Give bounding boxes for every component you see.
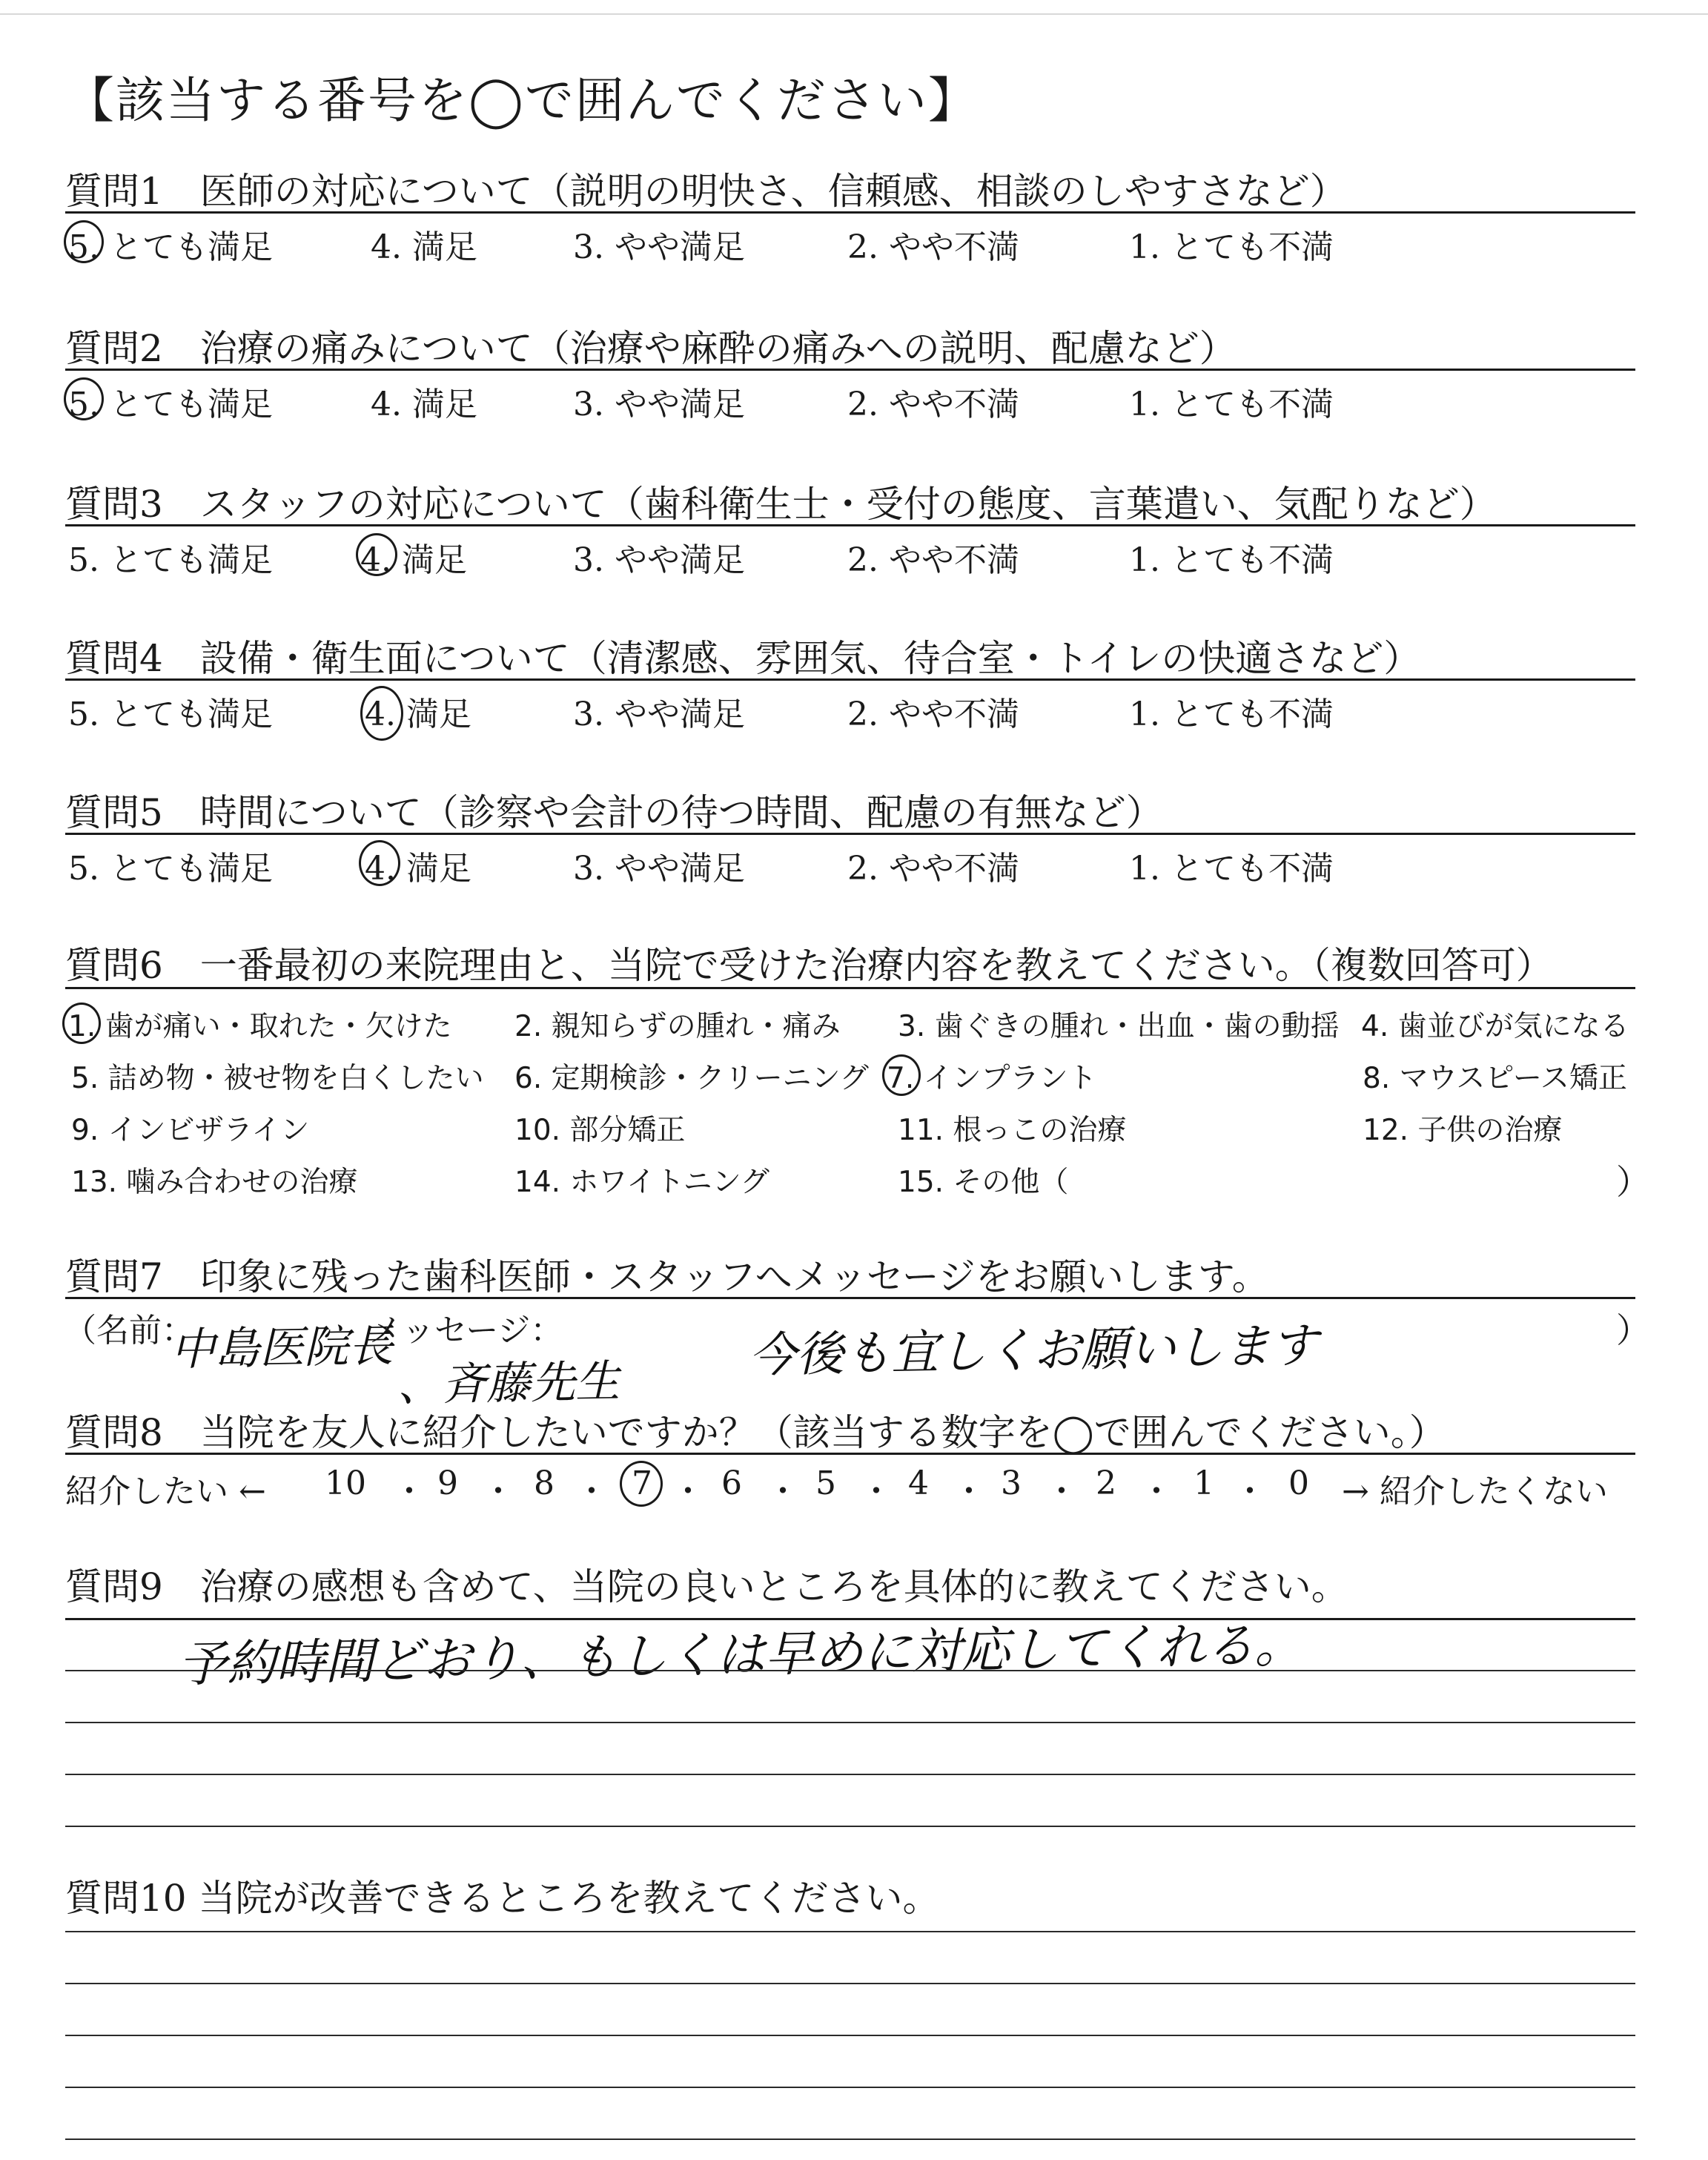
q9-title: 質問9 治療の感想も含めて、当院の良いところを具体的に教えてください。 xyxy=(65,1565,1348,1608)
q6-option-2[interactable]: 2. 親知らずの腫れ・痛み xyxy=(514,1010,841,1043)
q6-option-10[interactable]: 10. 部分矯正 xyxy=(514,1114,686,1147)
q8-sep: ・ xyxy=(1045,1473,1078,1510)
q8-sep: ・ xyxy=(860,1473,893,1510)
q3-option-5[interactable]: 5. とても満足 xyxy=(68,541,273,579)
q8-sep: ・ xyxy=(393,1473,426,1510)
q2-option-3[interactable]: 3. やや満足 xyxy=(573,386,745,423)
q5-selection-circle xyxy=(359,840,400,886)
q8-sep: ・ xyxy=(953,1473,985,1510)
q3-selection-circle xyxy=(356,533,397,576)
q6-option-4[interactable]: 4. 歯並びが気になる xyxy=(1361,1010,1629,1043)
q9-answer-line xyxy=(65,1670,1635,1671)
q8-num-10[interactable]: 10 xyxy=(325,1464,366,1502)
q2-title: 質問2 治療の痛みについて（治療や麻酔の痛みへの説明、配慮など） xyxy=(65,327,1237,370)
q8-sep: ・ xyxy=(482,1473,514,1510)
q4-option-4[interactable]: 4. 満足 xyxy=(365,696,471,733)
q8-right-label: → 紹介したくない xyxy=(1342,1473,1608,1510)
q6-option-15[interactable]: 15. その他（ xyxy=(898,1166,1069,1199)
q8-selection-circle xyxy=(620,1461,663,1507)
q8-left-label: 紹介したい ← xyxy=(65,1473,266,1510)
q5-rule xyxy=(65,833,1635,835)
q9-handwritten-answer: 予約時間どおり、もしくは早めに対応してくれる。 xyxy=(177,1616,1304,1694)
q2-selection-circle xyxy=(64,377,104,420)
q6-option-9[interactable]: 9. インビザライン xyxy=(71,1114,310,1147)
q5-title: 質問5 時間について（診察や会計の待つ時間、配慮の有無など） xyxy=(65,791,1163,834)
q1-selection-circle xyxy=(64,220,104,263)
q6-option-6[interactable]: 6. 定期検診・クリーニング xyxy=(514,1062,869,1095)
q2-rule xyxy=(65,369,1635,371)
q4-title: 質問4 設備・衛生面について（清潔感、雰囲気、待合室・トイレの快適さなど） xyxy=(65,637,1421,680)
q3-option-4[interactable]: 4. 満足 xyxy=(360,541,467,579)
q7-handwritten-name-2: 、斉藤先生 xyxy=(397,1355,620,1412)
q8-num-3[interactable]: 3 xyxy=(1001,1464,1022,1502)
q5-option-4[interactable]: 4. 満足 xyxy=(365,850,471,888)
q8-num-1[interactable]: 1 xyxy=(1194,1464,1214,1502)
q5-option-2[interactable]: 2. やや不満 xyxy=(847,850,1019,888)
q9-answer-line xyxy=(65,1774,1635,1775)
q3-rule xyxy=(65,524,1635,526)
q7-handwritten-name-1: 中島医院長 xyxy=(170,1320,394,1376)
q9-answer-line xyxy=(65,1826,1635,1827)
q7-message-label: メッセージ： xyxy=(369,1312,563,1350)
q10-answer-line xyxy=(65,2035,1635,2036)
q8-sep: ・ xyxy=(1234,1473,1266,1510)
q7-close-paren: ） xyxy=(1616,1310,1650,1350)
q6-option-1[interactable]: 1. 歯が痛い・取れた・欠けた xyxy=(68,1010,452,1043)
q1-option-2[interactable]: 2. やや不満 xyxy=(847,228,1019,266)
q2-option-4[interactable]: 4. 満足 xyxy=(371,386,477,423)
q6-option-8[interactable]: 8. マウスピース矯正 xyxy=(1363,1062,1627,1095)
q8-num-9[interactable]: 9 xyxy=(437,1464,458,1502)
q1-rule xyxy=(65,211,1635,214)
q8-num-5[interactable]: 5 xyxy=(815,1464,836,1502)
q6-selection-circle-1 xyxy=(62,1003,101,1044)
q5-option-3[interactable]: 3. やや満足 xyxy=(573,850,745,888)
q3-option-3[interactable]: 3. やや満足 xyxy=(573,541,745,579)
q8-sep: ・ xyxy=(575,1473,608,1510)
q8-rule xyxy=(65,1453,1635,1455)
q8-num-0[interactable]: 0 xyxy=(1288,1464,1309,1502)
q4-option-2[interactable]: 2. やや不満 xyxy=(847,696,1019,733)
q8-num-2[interactable]: 2 xyxy=(1096,1464,1116,1502)
q10-title: 質問10 当院が改善できるところを教えてください。 xyxy=(65,1877,940,1920)
q6-title: 質問6 一番最初の来院理由と、当院で受けた治療内容を教えてください。（複数回答可） xyxy=(65,944,1553,987)
q6-option-11[interactable]: 11. 根っこの治療 xyxy=(898,1114,1127,1147)
form-instruction-heading: 【該当する番号を◯で囲んでください】 xyxy=(65,72,979,129)
q4-selection-circle xyxy=(360,686,403,741)
q8-num-6[interactable]: 6 xyxy=(721,1464,742,1502)
q2-option-5[interactable]: 5. とても満足 xyxy=(68,386,273,423)
q6-option-7[interactable]: 7. インプラント xyxy=(887,1062,1097,1095)
q8-sep: ・ xyxy=(672,1473,704,1510)
q8-sep: ・ xyxy=(767,1473,799,1510)
q8-num-4[interactable]: 4 xyxy=(908,1464,929,1502)
q3-option-1[interactable]: 1. とても不満 xyxy=(1129,541,1334,579)
q4-rule xyxy=(65,678,1635,681)
q6-option-12[interactable]: 12. 子供の治療 xyxy=(1363,1114,1563,1147)
q8-num-7[interactable]: 7 xyxy=(632,1464,652,1502)
q2-option-1[interactable]: 1. とても不満 xyxy=(1129,386,1334,423)
q8-num-8[interactable]: 8 xyxy=(534,1464,555,1502)
q10-answer-line xyxy=(65,1931,1635,1932)
q6-option-5[interactable]: 5. 詰め物・被せ物を白くしたい xyxy=(71,1062,484,1095)
q6-option-3[interactable]: 3. 歯ぐきの腫れ・出血・歯の動揺 xyxy=(898,1010,1340,1043)
q2-option-2[interactable]: 2. やや不満 xyxy=(847,386,1019,423)
q1-option-4[interactable]: 4. 満足 xyxy=(371,228,477,266)
q6-rule xyxy=(65,987,1635,989)
q6-selection-circle-7 xyxy=(882,1054,921,1096)
q7-rule xyxy=(65,1297,1635,1299)
q4-option-1[interactable]: 1. とても不満 xyxy=(1129,696,1334,733)
q9-answer-line xyxy=(65,1722,1635,1723)
q8-title: 質問8 当院を友人に紹介したいですか？（該当する数字を◯で囲んでください。） xyxy=(65,1411,1446,1454)
q3-option-2[interactable]: 2. やや不満 xyxy=(847,541,1019,579)
q10-answer-line xyxy=(65,1983,1635,1984)
q6-other-close-paren: ） xyxy=(1616,1162,1650,1202)
q1-option-5[interactable]: 5. とても満足 xyxy=(68,228,273,266)
q6-option-13[interactable]: 13. 噛み合わせの治療 xyxy=(71,1166,358,1199)
q10-answer-line xyxy=(65,2138,1635,2140)
q1-option-1[interactable]: 1. とても不満 xyxy=(1129,228,1334,266)
q4-option-5[interactable]: 5. とても満足 xyxy=(68,696,273,733)
q5-option-5[interactable]: 5. とても満足 xyxy=(68,850,273,888)
q7-title: 質問7 印象に残った歯科医師・スタッフへメッセージをお願いします。 xyxy=(65,1255,1269,1298)
page-top-edge xyxy=(0,13,1708,15)
q7-handwritten-message: 今後も宜しくお願いします xyxy=(748,1318,1319,1384)
q1-title: 質問1 医師の対応について（説明の明快さ、信頼感、相談のしやすさなど） xyxy=(65,170,1347,213)
q8-sep: ・ xyxy=(1140,1473,1173,1510)
q10-answer-line xyxy=(65,2087,1635,2088)
q7-name-label: （名前： xyxy=(64,1312,194,1350)
q4-option-3[interactable]: 3. やや満足 xyxy=(573,696,745,733)
q1-option-3[interactable]: 3. やや満足 xyxy=(573,228,745,266)
q6-option-14[interactable]: 14. ホワイトニング xyxy=(514,1166,769,1199)
q3-title: 質問3 スタッフの対応について（歯科衛生士・受付の態度、言葉遣い、気配りなど） xyxy=(65,483,1497,526)
q5-option-1[interactable]: 1. とても不満 xyxy=(1129,850,1334,888)
